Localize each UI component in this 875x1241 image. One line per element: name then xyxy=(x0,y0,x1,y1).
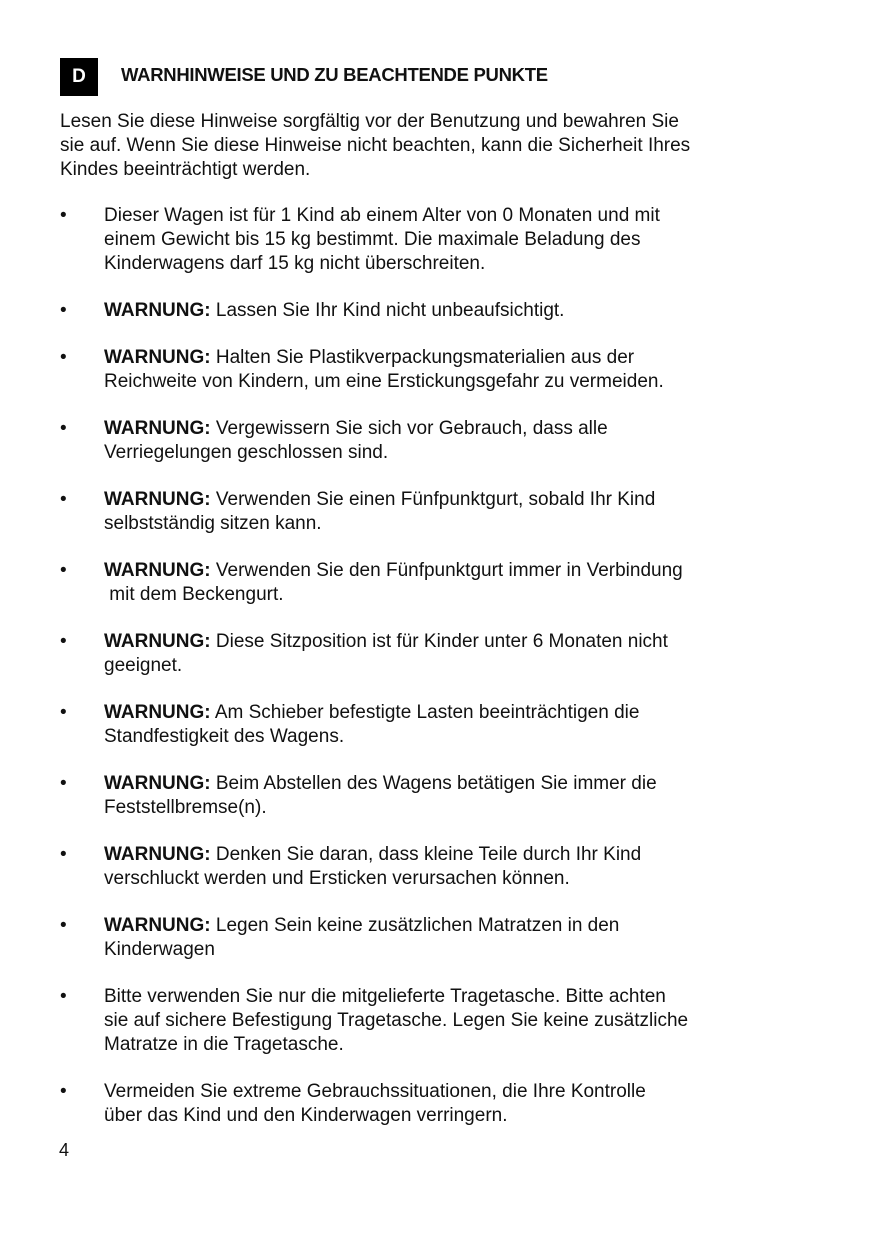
warning-label: WARNUNG: xyxy=(104,631,211,652)
item-line: Feststellbremse(n). xyxy=(104,797,267,818)
warning-label: WARNUNG: xyxy=(104,300,211,321)
list-item xyxy=(60,843,780,891)
intro-paragraph xyxy=(60,110,780,182)
item-text: Verwenden Sie einen Fünfpunktgurt, sobald Ihr Kind xyxy=(210,489,656,510)
item-line: Kinderwagens darf 15 kg nicht überschreiten. xyxy=(104,253,486,274)
list-item xyxy=(60,985,780,1057)
section-heading: WARNHINWEISE UND ZU BEACHTENDE PUNKTE xyxy=(121,64,548,85)
warning-list xyxy=(60,204,780,1128)
bullet-icon: • xyxy=(60,844,67,865)
list-item xyxy=(60,701,780,749)
item-line: Matratze in die Tragetasche. xyxy=(104,1034,344,1055)
item-line: Verriegelungen geschlossen sind. xyxy=(104,442,389,463)
item-line: Vermeiden Sie extreme Gebrauchssituationen, die Ihre Kontrolle xyxy=(104,1081,646,1102)
warning-label: WARNUNG: xyxy=(104,702,211,723)
item-line xyxy=(104,346,780,370)
item-line: geeignet. xyxy=(104,655,183,676)
warning-label: WARNUNG: xyxy=(104,844,211,865)
bullet-icon: • xyxy=(60,915,67,936)
warning-label: WARNUNG: xyxy=(104,418,211,439)
item-line: mit dem Beckengurt. xyxy=(104,584,284,605)
list-item xyxy=(60,1080,780,1128)
bullet-icon: • xyxy=(60,631,67,652)
list-item xyxy=(60,346,780,394)
list-item xyxy=(60,299,780,323)
bullet-icon: • xyxy=(60,773,67,794)
bullet-icon: • xyxy=(60,489,67,510)
item-line xyxy=(104,772,780,796)
bullet-icon: • xyxy=(60,702,67,723)
item-line xyxy=(104,630,780,654)
list-item xyxy=(60,204,780,276)
item-line xyxy=(104,559,780,583)
item-line xyxy=(104,914,780,938)
bullet-icon: • xyxy=(60,418,67,439)
item-text: Vergewissern Sie sich vor Gebrauch, dass alle xyxy=(210,418,608,439)
item-text: Lassen Sie Ihr Kind nicht unbeaufsichtigt. xyxy=(210,300,565,321)
bullet-icon: • xyxy=(60,300,67,321)
item-line: Bitte verwenden Sie nur die mitgelieferte Tragetasche. Bitte achten xyxy=(104,986,666,1007)
warning-label: WARNUNG: xyxy=(104,347,211,368)
list-item xyxy=(60,630,780,678)
bullet-icon: • xyxy=(60,986,67,1007)
list-item xyxy=(60,559,780,607)
item-line: selbstständig sitzen kann. xyxy=(104,513,322,534)
item-line: Dieser Wagen ist für 1 Kind ab einem Alter von 0 Monaten und mit xyxy=(104,205,660,226)
bullet-icon: • xyxy=(60,1081,67,1102)
item-text: Legen Sein keine zusätzlichen Matratzen in den xyxy=(210,915,620,936)
intro-line: Kindes beeinträchtigt werden. xyxy=(60,159,311,180)
item-text: Am Schieber befestigte Lasten beeinträchtigen die xyxy=(210,702,640,723)
list-item xyxy=(60,488,780,536)
intro-line: sie auf. Wenn Sie diese Hinweise nicht beachten, kann die Sicherheit Ihres xyxy=(60,135,691,156)
item-text: Beim Abstellen des Wagens betätigen Sie immer die xyxy=(210,773,657,794)
list-item xyxy=(60,914,780,962)
warning-label: WARNUNG: xyxy=(104,489,211,510)
bullet-icon: • xyxy=(60,347,67,368)
warning-label: WARNUNG: xyxy=(104,915,211,936)
item-line: Kinderwagen xyxy=(104,939,215,960)
list-item xyxy=(60,772,780,820)
warning-label: WARNUNG: xyxy=(104,560,211,581)
item-line xyxy=(104,417,780,441)
list-item xyxy=(60,417,780,465)
warning-label: WARNUNG: xyxy=(104,773,211,794)
item-line xyxy=(104,843,780,867)
item-line: sie auf sichere Befestigung Tragetasche. Legen Sie keine zusätzliche xyxy=(104,1010,689,1031)
item-text: Denken Sie daran, dass kleine Teile durch Ihr Kind xyxy=(210,844,642,865)
item-line xyxy=(104,701,780,725)
item-line: Standfestigkeit des Wagens. xyxy=(104,726,345,747)
item-line xyxy=(104,488,780,512)
item-line: verschluckt werden und Ersticken verursachen können. xyxy=(104,868,570,889)
item-line: einem Gewicht bis 15 kg bestimmt. Die maximale Beladung des xyxy=(104,229,641,250)
item-text: Halten Sie Plastikverpackungsmaterialien aus der xyxy=(210,347,635,368)
item-text: Verwenden Sie den Fünfpunktgurt immer in Verbindung xyxy=(210,560,683,581)
item-line: über das Kind und den Kinderwagen verringern. xyxy=(104,1105,508,1126)
language-badge: D xyxy=(60,58,98,96)
bullet-icon: • xyxy=(60,205,67,226)
item-line: Reichweite von Kindern, um eine Erstickungsgefahr zu vermeiden. xyxy=(104,371,664,392)
intro-line: Lesen Sie diese Hinweise sorgfältig vor der Benutzung und bewahren Sie xyxy=(60,111,679,132)
item-text: Diese Sitzposition ist für Kinder unter 6 Monaten nicht xyxy=(210,631,668,652)
item-line xyxy=(104,299,780,323)
bullet-icon: • xyxy=(60,560,67,581)
page-number: 4 xyxy=(59,1140,70,1160)
